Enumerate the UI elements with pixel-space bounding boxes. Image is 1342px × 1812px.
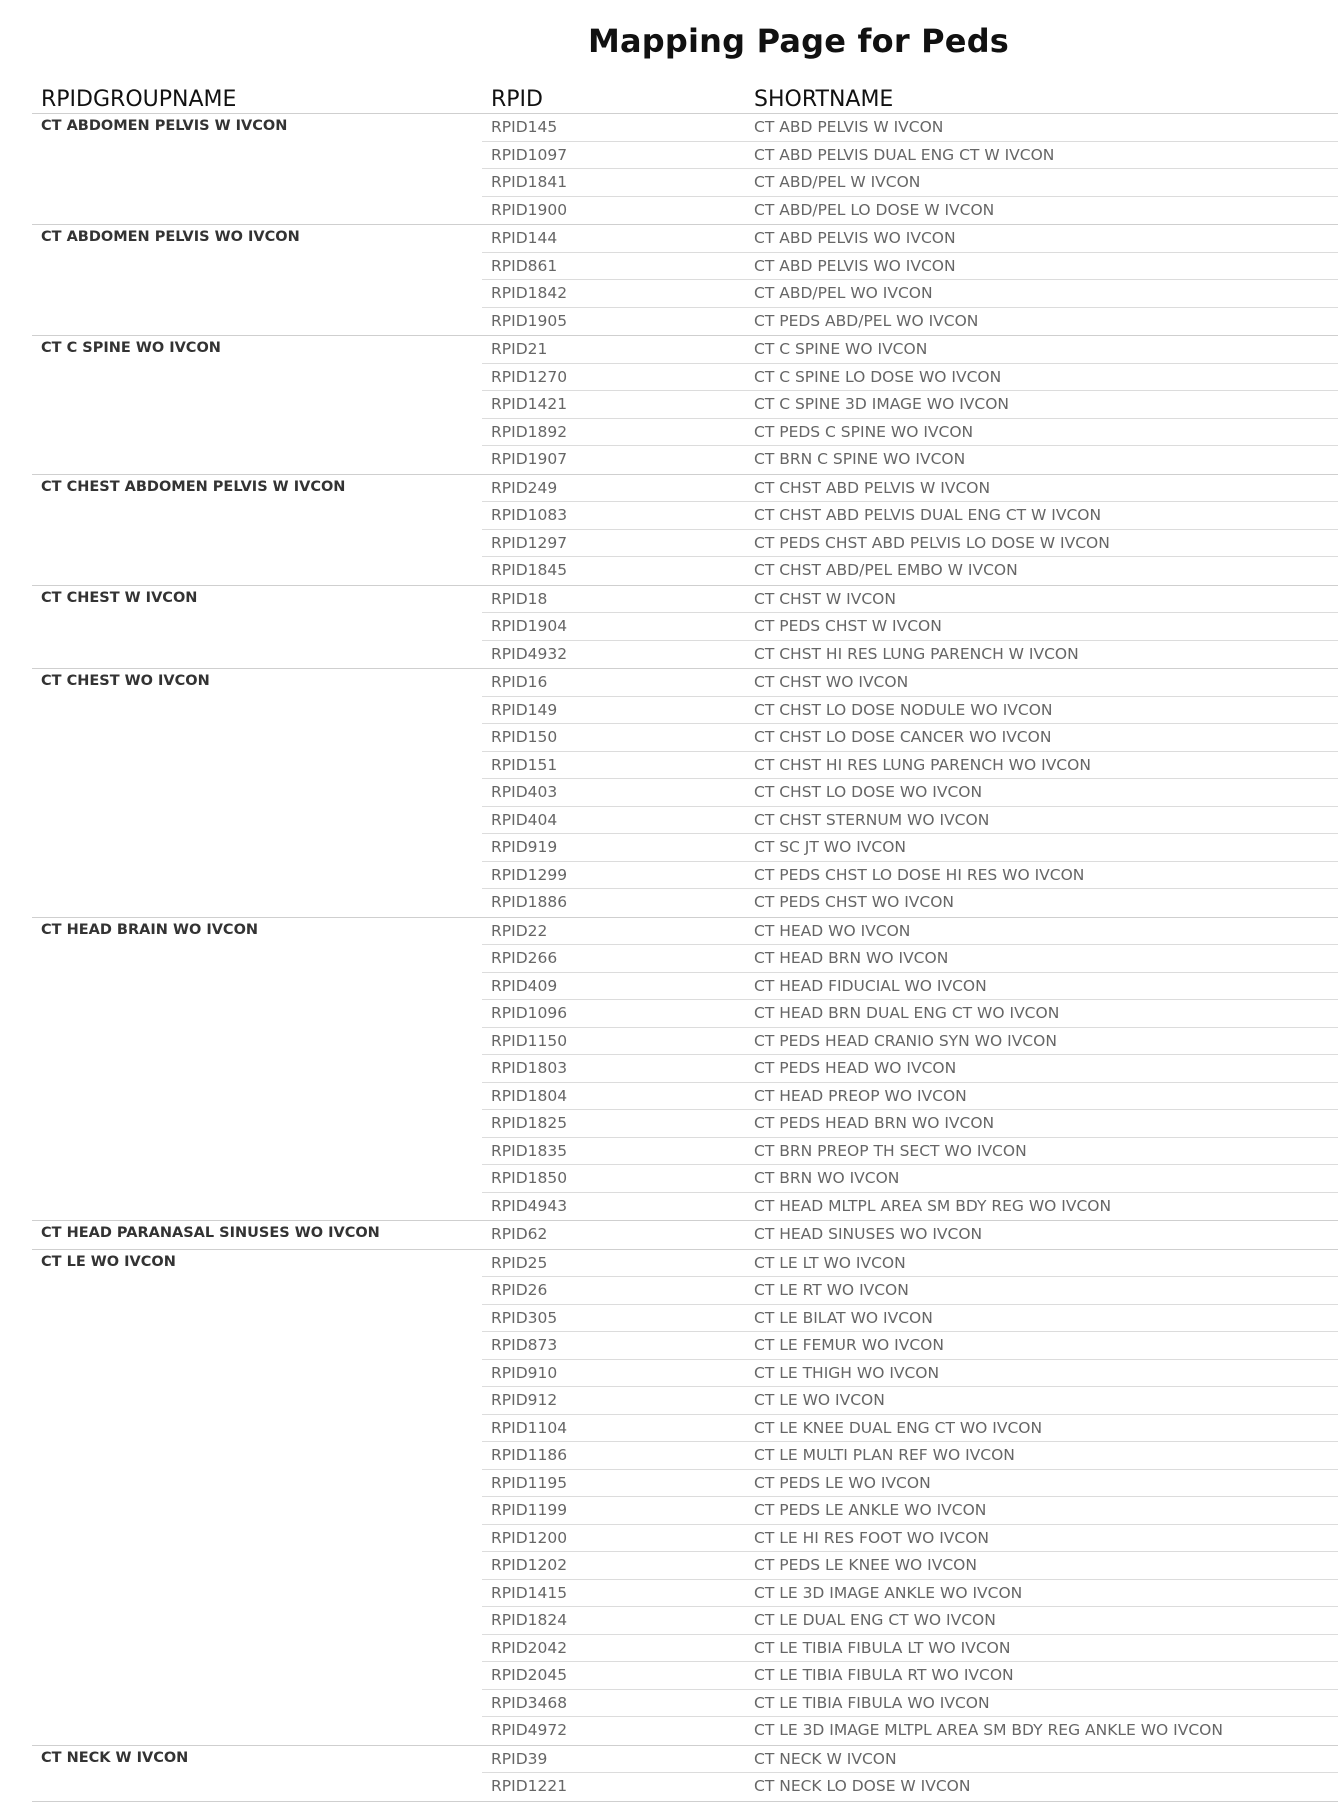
table-row xyxy=(482,1055,1338,1083)
rpid-cell: RPID1886 xyxy=(491,893,568,911)
shortname-cell: CT CHST HI RES LUNG PARENCH WO IVCON xyxy=(754,755,1091,774)
rpid-cell: RPID1199 xyxy=(491,1501,568,1519)
rpid-cell: RPID1097 xyxy=(491,145,568,164)
shortname-cell: CT PEDS LE WO IVCON xyxy=(754,1473,931,1492)
shortname-cell: CT CHST ABD PELVIS DUAL ENG CT W IVCON xyxy=(754,506,1102,524)
table-row xyxy=(482,1607,1338,1635)
table-row xyxy=(482,1690,1338,1718)
shortname-cell: CT PEDS HEAD CRANIO SYN WO IVCON xyxy=(754,1031,1057,1050)
group-name: CT NECK W IVCON xyxy=(41,1749,189,1766)
rpid-cell: RPID3468 xyxy=(491,1693,568,1712)
table-row xyxy=(482,1387,1338,1415)
shortname-cell: CT NECK LO DOSE W IVCON xyxy=(754,1777,971,1795)
table-row xyxy=(482,1360,1338,1388)
rpid-cell: RPID4943 xyxy=(491,1196,568,1215)
table-row xyxy=(482,446,1338,474)
shortname-cell: CT CHST ABD/PEL EMBO W IVCON xyxy=(754,561,1018,579)
rpid-cell: RPID404 xyxy=(491,810,558,829)
table-body xyxy=(32,114,1338,1802)
shortname-cell: CT ABD PELVIS W IVCON xyxy=(754,118,944,136)
table-row xyxy=(482,1635,1338,1663)
table-row xyxy=(482,1000,1338,1028)
group-block xyxy=(32,336,1338,475)
table-row xyxy=(482,1110,1338,1138)
rpid-cell: RPID150 xyxy=(491,728,558,746)
shortname-cell: CT PEDS CHST W IVCON xyxy=(754,617,942,635)
shortname-cell: CT PEDS CHST ABD PELVIS LO DOSE W IVCON xyxy=(754,533,1110,552)
shortname-cell: CT HEAD PREOP WO IVCON xyxy=(754,1086,967,1105)
group-block xyxy=(32,669,1338,918)
rpid-cell: RPID1299 xyxy=(491,865,568,884)
mapping-table xyxy=(32,86,1338,1802)
rpid-cell: RPID861 xyxy=(491,256,558,275)
group-rows xyxy=(482,918,1338,1221)
table-row xyxy=(482,1193,1338,1221)
rpid-cell: RPID1186 xyxy=(491,1446,568,1464)
table-row xyxy=(482,1497,1338,1525)
rpid-cell: RPID39 xyxy=(491,1749,548,1768)
shortname-cell: CT LE THIGH WO IVCON xyxy=(754,1363,940,1382)
table-row xyxy=(482,697,1338,725)
shortname-cell: CT PEDS LE KNEE WO IVCON xyxy=(754,1556,977,1574)
table-row xyxy=(482,557,1338,585)
rpid-cell: RPID910 xyxy=(491,1363,558,1382)
column-header-shortname[interactable]: SHORTNAME xyxy=(754,87,894,112)
rpid-cell: RPID1907 xyxy=(491,450,568,468)
table-row xyxy=(482,364,1338,392)
rpid-cell: RPID1415 xyxy=(491,1583,568,1602)
rpid-cell: RPID4972 xyxy=(491,1721,568,1739)
shortname-cell: CT LE MULTI PLAN REF WO IVCON xyxy=(754,1446,1015,1464)
rpid-cell: RPID266 xyxy=(491,949,558,967)
group-rows xyxy=(482,669,1338,917)
table-row xyxy=(482,641,1338,669)
shortname-cell: CT HEAD BRN DUAL ENG CT WO IVCON xyxy=(754,1004,1060,1022)
shortname-cell: CT HEAD WO IVCON xyxy=(754,921,911,940)
group-name: CT ABDOMEN PELVIS WO IVCON xyxy=(41,229,300,245)
shortname-cell: CT LE LT WO IVCON xyxy=(754,1253,906,1272)
shortname-cell: CT HEAD SINUSES WO IVCON xyxy=(754,1225,983,1243)
group-block xyxy=(32,114,1338,225)
rpid-cell: RPID1804 xyxy=(491,1086,568,1105)
shortname-cell: CT PEDS C SPINE WO IVCON xyxy=(754,422,974,441)
shortname-cell: CT LE RT WO IVCON xyxy=(754,1281,909,1299)
group-rows xyxy=(482,475,1338,585)
table-row xyxy=(482,807,1338,835)
group-name: CT CHEST W IVCON xyxy=(41,589,198,606)
rpid-cell: RPID403 xyxy=(491,783,558,801)
group-rows xyxy=(482,336,1338,474)
table-row xyxy=(482,945,1338,973)
shortname-cell: CT C SPINE LO DOSE WO IVCON xyxy=(754,367,1002,386)
table-row xyxy=(482,1083,1338,1111)
shortname-cell: CT CHST LO DOSE NODULE WO IVCON xyxy=(754,700,1053,719)
rpid-cell: RPID144 xyxy=(491,229,558,247)
rpid-cell: RPID1845 xyxy=(491,561,568,579)
rpid-cell: RPID1202 xyxy=(491,1556,568,1574)
table-row xyxy=(482,918,1338,946)
table-row xyxy=(482,1552,1338,1580)
table-header xyxy=(32,86,1338,114)
table-row xyxy=(482,114,1338,142)
shortname-cell: CT LE 3D IMAGE ANKLE WO IVCON xyxy=(754,1583,1023,1602)
shortname-cell: CT CHST LO DOSE CANCER WO IVCON xyxy=(754,728,1052,746)
table-row xyxy=(482,1332,1338,1360)
shortname-cell: CT ABD/PEL WO IVCON xyxy=(754,284,933,302)
group-rows xyxy=(482,1221,1338,1249)
group-block xyxy=(32,475,1338,586)
rpid-cell: RPID21 xyxy=(491,340,548,358)
table-row xyxy=(482,1277,1338,1305)
rpid-cell: RPID1096 xyxy=(491,1004,568,1022)
rpid-cell: RPID1841 xyxy=(491,173,568,191)
shortname-cell: CT LE TIBIA FIBULA RT WO IVCON xyxy=(754,1666,1014,1684)
rpid-cell: RPID1297 xyxy=(491,533,568,552)
group-name: CT HEAD PARANASAL SINUSES WO IVCON xyxy=(41,1225,380,1241)
shortname-cell: CT ABD/PEL LO DOSE W IVCON xyxy=(754,200,995,219)
table-row xyxy=(482,834,1338,862)
rpid-cell: RPID1803 xyxy=(491,1059,568,1077)
shortname-cell: CT LE DUAL ENG CT WO IVCON xyxy=(754,1611,996,1629)
group-block xyxy=(32,586,1338,670)
table-row xyxy=(482,1525,1338,1553)
shortname-cell: CT LE TIBIA FIBULA LT WO IVCON xyxy=(754,1638,1011,1657)
group-name: CT C SPINE WO IVCON xyxy=(41,340,221,356)
page-title: Mapping Page for Peds xyxy=(587,22,1010,60)
table-row xyxy=(482,1773,1338,1801)
rpid-cell: RPID249 xyxy=(491,478,558,497)
rpid-cell: RPID1104 xyxy=(491,1418,568,1437)
rpid-cell: RPID1195 xyxy=(491,1473,568,1492)
shortname-cell: CT HEAD BRN WO IVCON xyxy=(754,949,949,967)
rpid-cell: RPID62 xyxy=(491,1225,548,1243)
shortname-cell: CT PEDS HEAD WO IVCON xyxy=(754,1059,957,1077)
rpid-cell: RPID1900 xyxy=(491,200,568,219)
table-row xyxy=(482,862,1338,890)
rpid-cell: RPID149 xyxy=(491,700,558,719)
table-row xyxy=(482,613,1338,641)
rpid-cell: RPID1824 xyxy=(491,1611,568,1629)
table-row xyxy=(482,308,1338,336)
shortname-cell: CT PEDS HEAD BRN WO IVCON xyxy=(754,1114,995,1132)
rpid-cell: RPID145 xyxy=(491,118,558,136)
rpid-cell: RPID25 xyxy=(491,1253,548,1272)
group-block xyxy=(32,1746,1338,1802)
shortname-cell: CT ABD PELVIS WO IVCON xyxy=(754,229,956,247)
rpid-cell: RPID2045 xyxy=(491,1666,568,1684)
group-rows xyxy=(482,114,1338,224)
shortname-cell: CT BRN C SPINE WO IVCON xyxy=(754,450,966,468)
table-row xyxy=(482,280,1338,308)
rpid-cell: RPID1150 xyxy=(491,1031,568,1050)
shortname-cell: CT CHST STERNUM WO IVCON xyxy=(754,810,990,829)
rpid-cell: RPID2042 xyxy=(491,1638,568,1657)
shortname-cell: CT HEAD FIDUCIAL WO IVCON xyxy=(754,976,987,995)
shortname-cell: CT PEDS ABD/PEL WO IVCON xyxy=(754,311,979,330)
group-rows xyxy=(482,1250,1338,1745)
table-row xyxy=(482,336,1338,364)
table-row xyxy=(482,889,1338,917)
rpid-cell: RPID1083 xyxy=(491,506,568,524)
rpid-cell: RPID1200 xyxy=(491,1528,568,1547)
table-row xyxy=(482,1662,1338,1690)
rpid-cell: RPID4932 xyxy=(491,644,568,663)
table-row xyxy=(482,1250,1338,1278)
shortname-cell: CT LE WO IVCON xyxy=(754,1391,885,1409)
shortname-cell: CT ABD PELVIS WO IVCON xyxy=(754,256,956,275)
group-name: CT LE WO IVCON xyxy=(41,1253,176,1270)
table-row xyxy=(482,142,1338,170)
group-name: CT CHEST ABDOMEN PELVIS W IVCON xyxy=(41,478,346,495)
table-row xyxy=(482,197,1338,225)
shortname-cell: CT CHST LO DOSE WO IVCON xyxy=(754,783,983,801)
table-row xyxy=(482,779,1338,807)
shortname-cell: CT CHST HI RES LUNG PARENCH W IVCON xyxy=(754,644,1079,663)
table-row xyxy=(482,1221,1338,1249)
shortname-cell: CT CHST W IVCON xyxy=(754,589,896,608)
rpid-cell: RPID1905 xyxy=(491,311,568,330)
shortname-cell: CT C SPINE WO IVCON xyxy=(754,340,928,358)
shortname-cell: CT LE TIBIA FIBULA WO IVCON xyxy=(754,1693,990,1712)
rpid-cell: RPID873 xyxy=(491,1336,558,1354)
shortname-cell: CT PEDS CHST WO IVCON xyxy=(754,893,955,911)
rpid-cell: RPID1421 xyxy=(491,395,568,413)
rpid-cell: RPID26 xyxy=(491,1281,548,1299)
table-row xyxy=(482,1442,1338,1470)
shortname-cell: CT CHST WO IVCON xyxy=(754,673,909,691)
rpid-cell: RPID1842 xyxy=(491,284,568,302)
shortname-cell: CT PEDS LE ANKLE WO IVCON xyxy=(754,1501,987,1519)
table-row xyxy=(482,1415,1338,1443)
table-row xyxy=(482,586,1338,614)
rpid-cell: RPID1221 xyxy=(491,1777,568,1795)
rpid-cell: RPID151 xyxy=(491,755,558,774)
table-row xyxy=(482,752,1338,780)
shortname-cell: CT SC JT WO IVCON xyxy=(754,838,907,856)
shortname-cell: CT LE 3D IMAGE MLTPL AREA SM BDY REG ANKLE WO IVCON xyxy=(754,1721,1223,1739)
group-block xyxy=(32,1250,1338,1746)
rpid-cell: RPID919 xyxy=(491,838,558,856)
rpid-cell: RPID305 xyxy=(491,1308,558,1327)
rpid-cell: RPID22 xyxy=(491,921,548,940)
column-header-group[interactable]: RPIDGROUPNAME xyxy=(41,87,237,112)
group-rows xyxy=(482,225,1338,335)
group-name: CT ABDOMEN PELVIS W IVCON xyxy=(41,118,288,134)
rpid-cell: RPID1850 xyxy=(491,1169,568,1187)
table-row xyxy=(482,253,1338,281)
rpid-cell: RPID1892 xyxy=(491,422,568,441)
column-header-rpid[interactable]: RPID xyxy=(491,87,543,112)
shortname-cell: CT C SPINE 3D IMAGE WO IVCON xyxy=(754,395,1010,413)
table-row xyxy=(482,502,1338,530)
table-row xyxy=(482,1165,1338,1193)
shortname-cell: CT NECK W IVCON xyxy=(754,1749,897,1768)
shortname-cell: CT LE BILAT WO IVCON xyxy=(754,1308,933,1327)
table-row xyxy=(482,1717,1338,1745)
table-row xyxy=(482,391,1338,419)
group-block xyxy=(32,918,1338,1222)
table-row xyxy=(482,1138,1338,1166)
shortname-cell: CT CHST ABD PELVIS W IVCON xyxy=(754,478,991,497)
group-block xyxy=(32,225,1338,336)
table-row xyxy=(482,724,1338,752)
rpid-cell: RPID1904 xyxy=(491,617,568,635)
table-row xyxy=(482,973,1338,1001)
rpid-cell: RPID1825 xyxy=(491,1114,568,1132)
shortname-cell: CT LE KNEE DUAL ENG CT WO IVCON xyxy=(754,1418,1043,1437)
shortname-cell: CT LE FEMUR WO IVCON xyxy=(754,1336,944,1354)
group-name: CT HEAD BRAIN WO IVCON xyxy=(41,921,259,938)
rpid-cell: RPID1270 xyxy=(491,367,568,386)
table-row xyxy=(482,169,1338,197)
shortname-cell: CT HEAD MLTPL AREA SM BDY REG WO IVCON xyxy=(754,1196,1112,1215)
rpid-cell: RPID912 xyxy=(491,1391,558,1409)
table-row xyxy=(482,225,1338,253)
shortname-cell: CT BRN PREOP TH SECT WO IVCON xyxy=(754,1141,1027,1160)
shortname-cell: CT ABD/PEL W IVCON xyxy=(754,173,921,191)
group-name: CT CHEST WO IVCON xyxy=(41,673,210,689)
table-row xyxy=(482,530,1338,558)
rpid-cell: RPID16 xyxy=(491,673,548,691)
table-row xyxy=(482,475,1338,503)
table-row xyxy=(482,1580,1338,1608)
table-row xyxy=(482,419,1338,447)
group-rows xyxy=(482,586,1338,669)
table-row xyxy=(482,1746,1338,1774)
group-block xyxy=(32,1221,1338,1250)
shortname-cell: CT LE HI RES FOOT WO IVCON xyxy=(754,1528,990,1547)
shortname-cell: CT ABD PELVIS DUAL ENG CT W IVCON xyxy=(754,145,1055,164)
table-row xyxy=(482,669,1338,697)
table-row xyxy=(482,1470,1338,1498)
table-row xyxy=(482,1305,1338,1333)
group-rows xyxy=(482,1746,1338,1801)
rpid-cell: RPID409 xyxy=(491,976,558,995)
shortname-cell: CT PEDS CHST LO DOSE HI RES WO IVCON xyxy=(754,865,1085,884)
table-row xyxy=(482,1028,1338,1056)
shortname-cell: CT BRN WO IVCON xyxy=(754,1169,900,1187)
rpid-cell: RPID18 xyxy=(491,589,548,608)
rpid-cell: RPID1835 xyxy=(491,1141,568,1160)
